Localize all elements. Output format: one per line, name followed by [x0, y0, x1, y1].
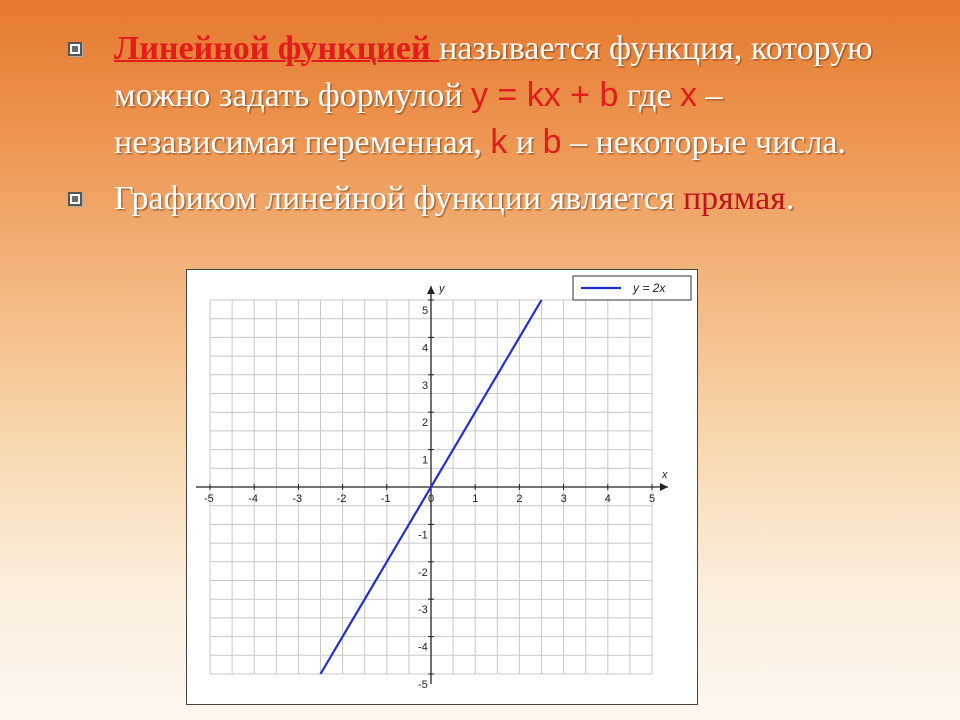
legend-label: y = 2x [633, 281, 666, 295]
y-tick-label: -2 [418, 566, 428, 579]
bullet-text-run: называется функция, которую можно задать формулой [114, 30, 873, 114]
y-tick-label: -4 [418, 641, 428, 654]
y-tick-label: -3 [418, 604, 428, 617]
bullet-text-run: и [507, 124, 543, 161]
y-tick-label: 2 [422, 417, 429, 430]
square-bullet-icon [68, 192, 82, 206]
bullet-text-run: – независимая переменная, [114, 77, 723, 161]
x-tick-label: -5 [204, 493, 214, 505]
x-tick-label: 3 [560, 493, 567, 505]
square-bullet-icon [68, 42, 82, 56]
x-tick-label: 0 [428, 493, 435, 505]
x-tick-label: -4 [248, 493, 258, 505]
y-tick-label: -1 [418, 529, 428, 542]
bullet-text-run: – некоторые числа. [561, 124, 846, 161]
chart-svg [187, 270, 697, 704]
bullet-graph-text [114, 176, 894, 222]
x-axis-label: x [662, 469, 668, 481]
x-tick-label: 4 [604, 493, 611, 505]
y-tick-label: 3 [422, 379, 429, 392]
bullet-text-run: x [680, 76, 698, 114]
bullet-text-run: Линейной функцией [114, 30, 440, 67]
line-chart [186, 269, 698, 705]
y-tick-label: 4 [422, 342, 429, 355]
bullet-definition-text [114, 26, 894, 166]
y-tick-label: 5 [422, 305, 429, 317]
bullet-text-run: где [618, 77, 681, 114]
y-tick-label: 1 [422, 454, 429, 467]
x-axis-arrow [660, 483, 668, 491]
bullet-text-run: прямая [682, 180, 786, 217]
bullet-text-run: k [490, 123, 508, 161]
x-tick-label: 1 [472, 493, 479, 505]
bullet-text-run: . [785, 180, 795, 217]
x-tick-label: -1 [380, 493, 391, 505]
bullet-text-run: y = kx + b [470, 76, 619, 114]
x-tick-label: -3 [292, 493, 303, 505]
bullet-definition [68, 26, 928, 166]
y-axis-arrow [427, 286, 435, 294]
x-tick-label: -2 [336, 493, 347, 505]
x-tick-label: 2 [516, 493, 523, 505]
bullet-text-run: b [542, 123, 562, 161]
y-tick-label: -5 [418, 679, 428, 691]
y-axis-label: y [439, 283, 445, 295]
x-tick-label: 5 [649, 493, 656, 505]
bullet-list [68, 26, 928, 232]
bullet-graph [68, 176, 928, 222]
bullet-text-run: Графиком линейной функции является [114, 180, 683, 217]
